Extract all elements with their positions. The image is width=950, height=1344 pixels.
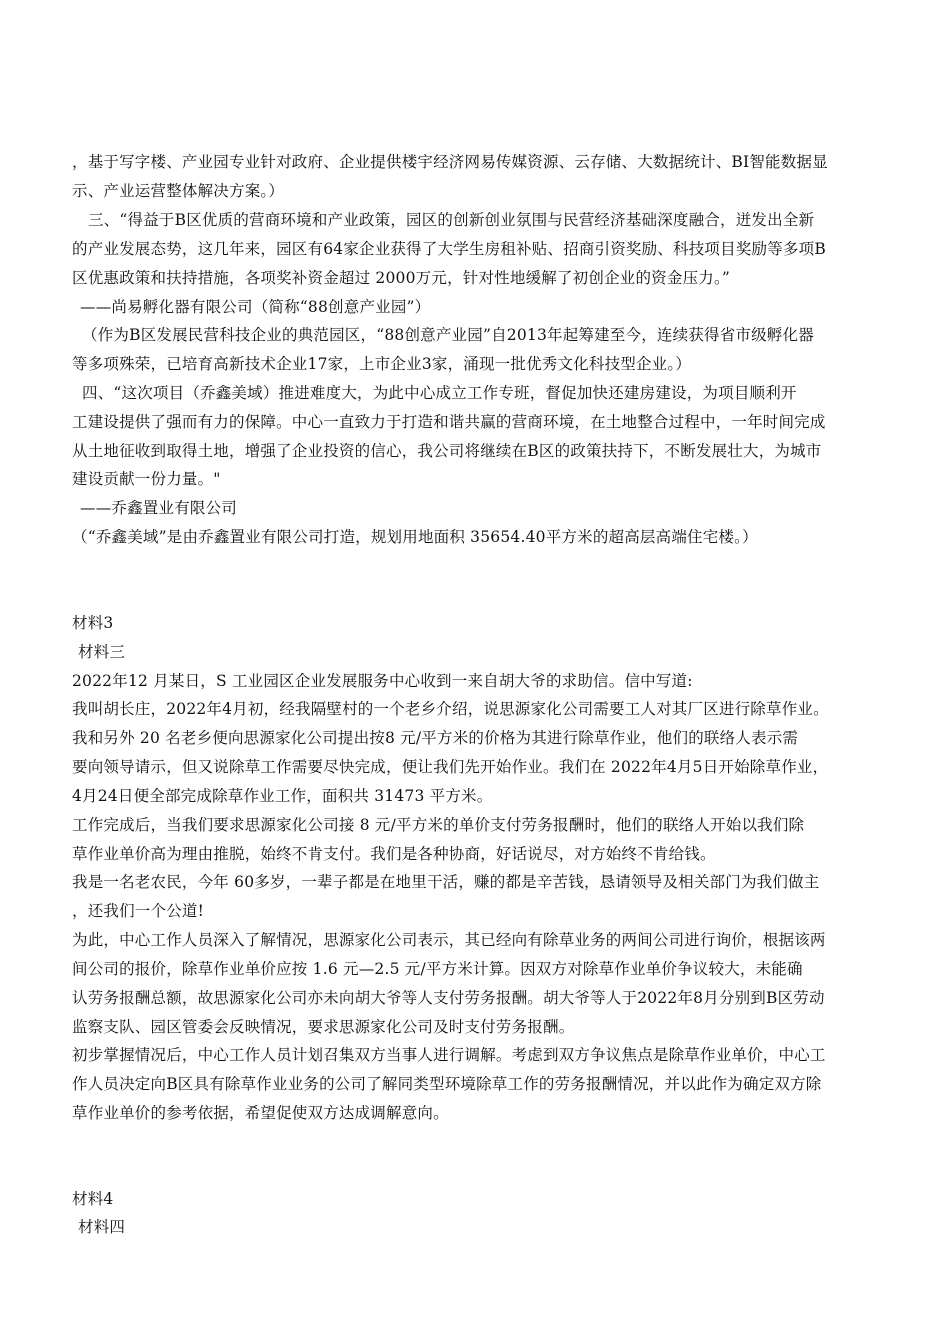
paragraph-line: 初步掌握情况后，中心工作人员计划召集双方当事人进行调解。考虑到双方争议焦点是除草作业单价，中心工 (72, 1046, 826, 1064)
paragraph-line: 从土地征收到取得土地，增强了企业投资的信心，我公司将继续在B区的政策扶持下，不断发展壮大，为城市 (72, 442, 822, 460)
section-three-quote: 三、“得益于B区优质的营商环境和产业政策，园区的创新创业氛围与民营经济基础深度融合，迸发出全新 (88, 211, 815, 229)
paragraph-line: 作人员决定向B区具有除草作业业务的公司了解同类型环境除草工作的劳务报酬情况，并以此作为确定双方除 (72, 1075, 822, 1093)
material-title: 材料三 (78, 643, 126, 661)
paragraph-line: 草作业单价高为理由推脱，始终不肯支付。我们是各种协商，好话说尽，对方始终不肯给钱。 (72, 845, 716, 863)
paragraph-line: 建设贡献一份力量。" (72, 470, 221, 488)
paragraph-line: 认劳务报酬总额，故思源家化公司亦未向胡大爷等人支付劳务报酬。胡大爷等人于2022年8月分别到B区劳动 (72, 989, 825, 1007)
material-heading: 材料3 (72, 614, 114, 632)
paragraph-line: 2022年12 月某日，S 工业园区企业发展服务中心收到一来自胡大爷的求助信。信中写道: (72, 672, 693, 690)
paragraph-line: （“乔鑫美域”是由乔鑫置业有限公司打造，规划用地面积 35654.40平方米的超高层高端住宅楼。） (72, 528, 758, 546)
paragraph-line: 为此，中心工作人员深入了解情况，思源家化公司表示，其已经向有除草业务的两间公司进行询价，根据该两 (72, 931, 826, 949)
material-title: 材料四 (78, 1218, 126, 1236)
section-four-quote: 四、“这次项目（乔鑫美域）推进难度大，为此中心成立工作专班，督促加快还建房建设，为项目顺利开 (82, 384, 797, 402)
paragraph-line: 我叫胡长庄，2022年4月初，经我隔壁村的一个老乡介绍，说思源家化公司需要工人对其厂区进行除草作业。 (72, 700, 829, 718)
material-heading: 材料4 (72, 1190, 114, 1208)
paragraph-line: 等多项殊荣，已培育高新技术企业17家，上市企业3家，涌现一批优秀文化科技型企业。） (72, 355, 692, 373)
paragraph-line: （作为B区发展民营科技企业的典范园区，“88创意产业园”自2013年起筹建至今，连续获得省市级孵化器 (82, 326, 814, 344)
paragraph-line: 示、产业运营整体解决方案。） (72, 182, 285, 200)
paragraph-line: 间公司的报价，除草作业单价应按 1.6 元—2.5 元/平方米计算。因双方对除草作业单价争议较大，未能确 (72, 960, 803, 978)
paragraph-line: 工建设提供了强而有力的保障。中心一直致力于打造和谐共赢的营商环境，在土地整合过程中，一年时间完成 (72, 413, 826, 431)
paragraph-line: ，基于写字楼、产业园专业针对政府、企业提供楼宇经济网易传媒资源、云存储、大数据统计、BI智能数据显 (72, 153, 828, 171)
paragraph-line: 草作业单价的参考依据，希望促使双方达成调解意向。 (72, 1104, 449, 1122)
paragraph-line: 4月24日便全部完成除草作业工作，面积共 31473 平方米。 (72, 787, 493, 805)
paragraph-line: 我是一名老农民，今年 60多岁，一辈子都是在地里干活，赚的都是辛苦钱，恳请领导及相关部门为我们做主 (72, 873, 820, 891)
attribution: ——尚易孵化器有限公司（简称“88创意产业园”） (80, 298, 431, 316)
paragraph-line: 工作完成后，当我们要求思源家化公司接 8 元/平方米的单价支付劳务报酬时，他们的联络人开始以我们除 (72, 816, 805, 834)
attribution: ——乔鑫置业有限公司 (80, 499, 238, 517)
paragraph-line: 我和另外 20 名老乡便向思源家化公司提出按8 元/平方米的价格为其进行除草作业，他们的联络人表示需 (72, 729, 799, 747)
paragraph-line: 要向领导请示，但又说除草工作需要尽快完成，便让我们先开始作业。我们在 2022年4月5日开始除草作业， (72, 758, 829, 776)
paragraph-line: ，还我们一个公道! (72, 902, 205, 920)
paragraph-line: 监察支队、园区管委会反映情况，要求思源家化公司及时支付劳务报酬。 (72, 1018, 575, 1036)
paragraph-line: 的产业发展态势，这几年来，园区有64家企业获得了大学生房租补贴、招商引资奖励、科技项目奖励等多项B (72, 240, 826, 258)
paragraph-line: 区优惠政策和扶持措施，各项奖补资金超过 2000万元，针对性地缓解了初创企业的资金压力。” (72, 269, 731, 287)
